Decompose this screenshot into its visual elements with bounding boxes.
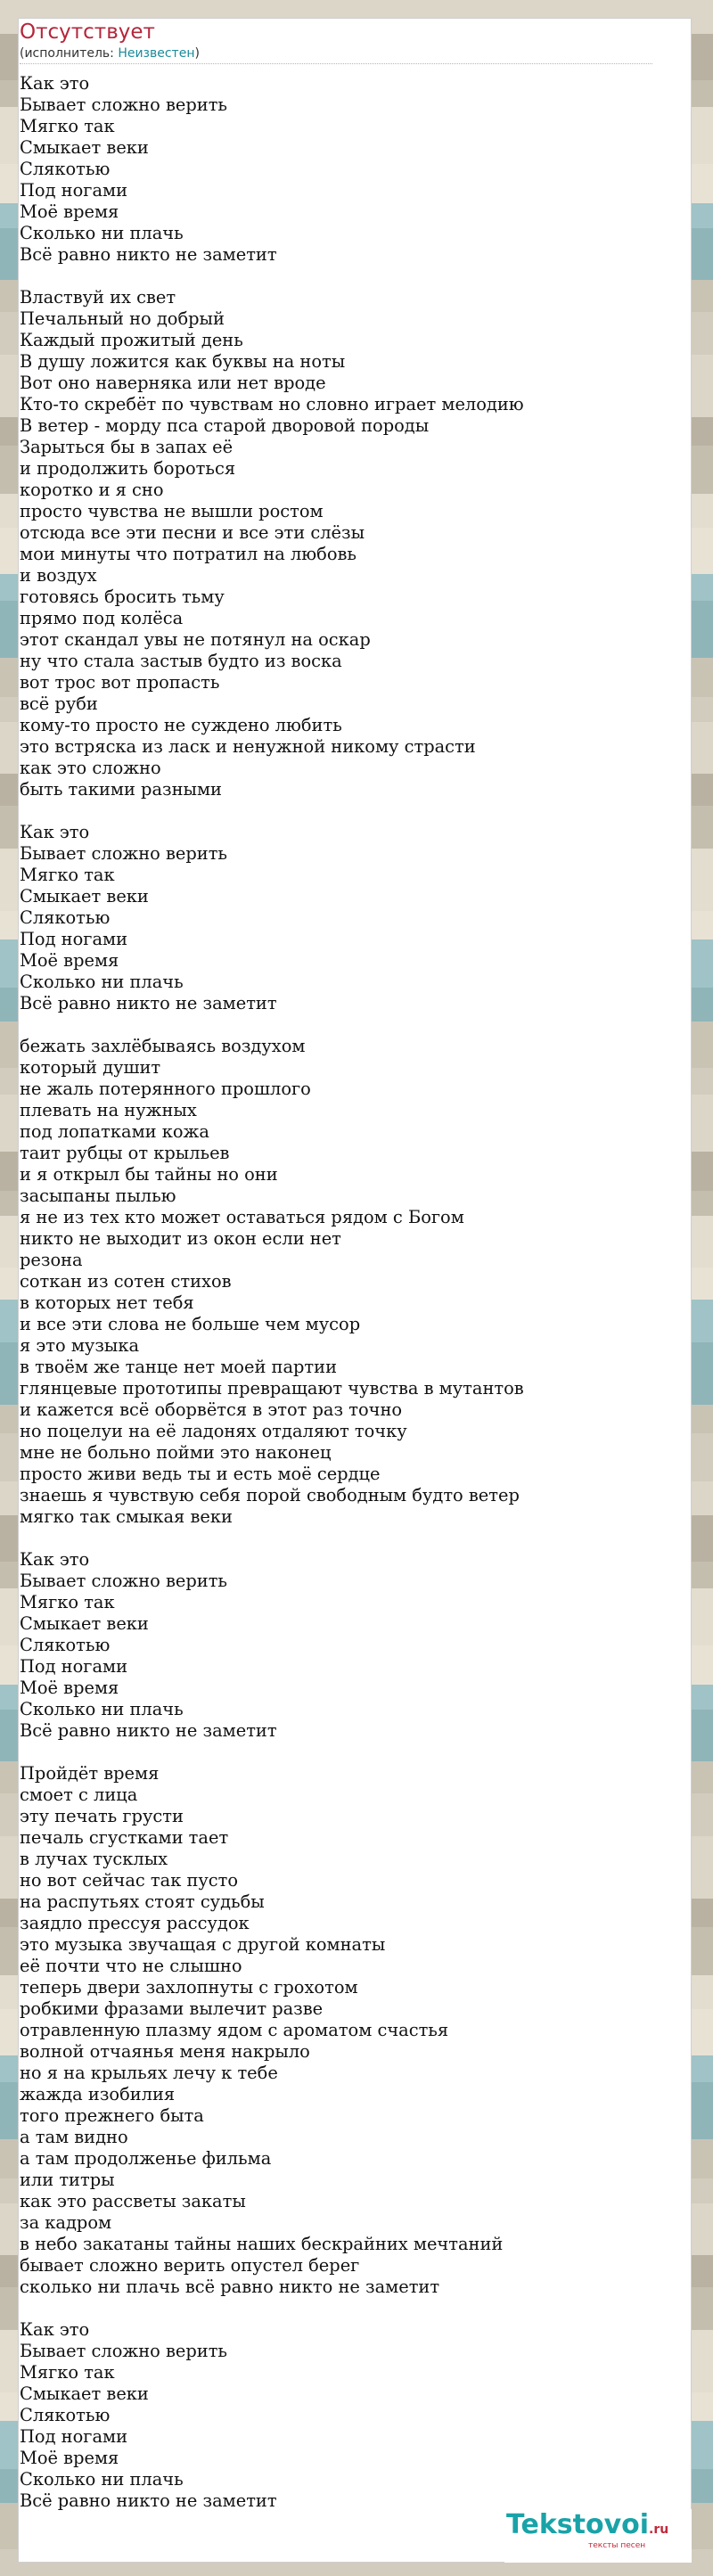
stanza-break xyxy=(20,1014,652,1036)
lyric-line: под лопатками кожа xyxy=(20,1121,209,1142)
lyric-line: я это музыка xyxy=(20,1335,140,1356)
lyric-line: кому-то просто не суждено любить xyxy=(20,715,342,735)
logo-tld: .ru xyxy=(649,2523,669,2537)
lyric-line: всё руби xyxy=(20,693,98,714)
lyric-line: Слякотью xyxy=(20,2405,111,2425)
lyric-line: просто живи ведь ты и есть моё сердце xyxy=(20,1464,381,1484)
lyric-line: быть такими разными xyxy=(20,779,222,800)
lyric-line: Моё время xyxy=(20,201,119,222)
lyric-line: как это сложно xyxy=(20,758,161,778)
lyric-line: Смыкает веки xyxy=(20,1613,149,1634)
lyric-line: Вот оно наверняка или нет вроде xyxy=(20,373,326,393)
lyric-line: Бывает сложно верить xyxy=(20,843,227,864)
stanza-break xyxy=(20,800,652,822)
lyric-line: и продолжить бороться xyxy=(20,458,236,479)
lyric-line: Кто-то скребёт по чувствам но словно играет мелодию xyxy=(20,394,524,414)
lyric-line: вот трос вот пропасть xyxy=(20,672,220,693)
stanza-break xyxy=(20,2298,652,2319)
lyric-line: мои минуты что потратил на любовь xyxy=(20,544,356,564)
lyric-line: или титры xyxy=(20,2170,115,2190)
lyric-line: мягко так смыкая веки xyxy=(20,1506,233,1527)
lyric-line: знаешь я чувствую себя порой свободным будто ветер xyxy=(20,1485,520,1505)
song-title: Отсутствует xyxy=(20,21,155,44)
lyric-line: не жаль потерянного прошлого xyxy=(20,1079,311,1099)
lyric-line: Каждый прожитый день xyxy=(20,330,243,350)
lyric-line: Сколько ни плачь xyxy=(20,972,184,992)
stanza-break xyxy=(20,266,652,287)
lyric-line: того прежнего быта xyxy=(20,2105,204,2126)
lyric-line: прямо под колёса xyxy=(20,608,184,628)
lyric-line: Смыкает веки xyxy=(20,886,149,907)
lyric-line: а там продолженье фильма xyxy=(20,2148,272,2169)
lyric-line: сколько ни плачь всё равно никто не заметит xyxy=(20,2277,440,2297)
lyric-line: мне не больно пойми это наконец xyxy=(20,1442,332,1463)
lyric-line: засыпаны пылью xyxy=(20,1185,176,1206)
lyric-line: и я открыл бы тайны но они xyxy=(20,1164,278,1185)
lyric-line: Как это xyxy=(20,2319,90,2340)
lyric-line: за кадром xyxy=(20,2212,112,2233)
lyric-line: Всё равно никто не заметит xyxy=(20,1720,277,1741)
lyric-line: и кажется всё оборвётся в этот раз точно xyxy=(20,1399,403,1420)
song-header xyxy=(20,20,652,64)
lyric-line: коротко и я сно xyxy=(20,480,164,500)
lyric-line: робкими фразами вылечит разве xyxy=(20,1998,324,2019)
lyric-line: заядло прессуя рассудок xyxy=(20,1913,250,1933)
lyric-line: но поцелуи на её ладонях отдаляют точку xyxy=(20,1421,407,1441)
lyric-line: на распутьях стоят судьбы xyxy=(20,1891,265,1912)
lyric-line: я не из тех кто может оставаться рядом с Богом xyxy=(20,1207,464,1227)
lyric-line: отсюда все эти песни и все эти слёзы xyxy=(20,522,365,543)
site-logo[interactable] xyxy=(504,2509,692,2563)
lyric-line: никто не выходит из окон если нет xyxy=(20,1228,341,1249)
lyric-line: Всё равно никто не заметит xyxy=(20,2490,277,2511)
stanza-break xyxy=(20,1742,652,1763)
lyric-line: Сколько ни плачь xyxy=(20,223,184,243)
lyric-line: просто чувства не вышли ростом xyxy=(20,501,324,521)
lyric-line: Всё равно никто не заметит xyxy=(20,244,277,265)
lyric-line: глянцевые прототипы превращают чувства в мутантов xyxy=(20,1378,524,1399)
lyric-line: Пройдёт время xyxy=(20,1763,160,1784)
logo-tagline: тексты песен xyxy=(588,2541,646,2550)
lyric-line: Под ногами xyxy=(20,180,128,201)
lyric-line: Всё равно никто не заметит xyxy=(20,993,277,1013)
lyric-line: смоет с лица xyxy=(20,1784,138,1805)
lyric-line: Под ногами xyxy=(20,1656,128,1677)
lyric-line: Как это xyxy=(20,822,90,842)
lyric-line: готовясь бросить тьму xyxy=(20,587,225,607)
lyric-line: Слякотью xyxy=(20,907,111,928)
lyric-line: печаль сгустками тает xyxy=(20,1827,229,1848)
lyric-line: Зарыться бы в запах её xyxy=(20,437,234,457)
lyric-line: Под ногами xyxy=(20,929,128,949)
lyric-line: Мягко так xyxy=(20,1592,115,1612)
lyric-line: этот скандал увы не потянул на оскар xyxy=(20,629,371,650)
lyric-line: в которых нет тебя xyxy=(20,1292,194,1313)
credit-suffix: ) xyxy=(194,46,200,61)
lyric-line: бывает сложно верить опустел берег xyxy=(20,2255,360,2276)
lyric-line: бежать захлёбываясь воздухом xyxy=(20,1036,306,1056)
lyric-line: Сколько ни плачь xyxy=(20,2469,184,2490)
lyric-line: Мягко так xyxy=(20,2362,115,2383)
lyric-line: Смыкает веки xyxy=(20,2383,149,2404)
lyric-line: Бывает сложно верить xyxy=(20,1571,227,1591)
lyric-line: В ветер - морду пса старой дворовой породы xyxy=(20,415,430,436)
lyric-line: Моё время xyxy=(20,1678,119,1698)
lyric-line: как это рассветы закаты xyxy=(20,2191,246,2211)
lyric-line: Моё время xyxy=(20,2448,119,2468)
lyric-line: ну что стала застыв будто из воска xyxy=(20,651,342,671)
stanza-break xyxy=(20,1528,652,1549)
artist-link[interactable]: Неизвестен xyxy=(118,46,195,61)
lyric-line: таит рубцы от крыльев xyxy=(20,1143,230,1163)
lyric-line: Мягко так xyxy=(20,865,115,885)
lyric-line: Как это xyxy=(20,1549,90,1570)
lyric-line: Сколько ни плачь xyxy=(20,1699,184,1719)
lyric-line: и все эти слова не больше чем мусор xyxy=(20,1314,361,1334)
lyric-line: соткан из сотен стихов xyxy=(20,1271,232,1292)
lyric-line: теперь двери захлопнуты с грохотом xyxy=(20,1977,358,1998)
lyric-line: в твоём же танце нет моей партии xyxy=(20,1357,337,1377)
song-credit xyxy=(20,45,652,64)
lyric-line: Печальный но добрый xyxy=(20,308,225,329)
lyric-line: её почти что не слышно xyxy=(20,1956,242,1976)
lyric-line: а там видно xyxy=(20,2127,128,2147)
lyric-line: Моё время xyxy=(20,950,119,971)
lyric-line: Смыкает веки xyxy=(20,137,149,158)
lyric-line: Мягко так xyxy=(20,116,115,136)
lyric-line: Как это xyxy=(20,73,90,94)
lyric-line: жажда изобилия xyxy=(20,2084,176,2104)
lyric-line: волной отчаянья меня накрыло xyxy=(20,2041,310,2062)
credit-prefix: (исполнитель: xyxy=(20,46,119,61)
lyric-line: эту печать грусти xyxy=(20,1806,184,1826)
lyric-line: Властвуй их свет xyxy=(20,287,176,308)
lyric-line: в небо закатаны тайны наших бескрайних мечтаний xyxy=(20,2234,504,2254)
lyric-line: и воздух xyxy=(20,565,97,586)
lyric-line: Бывает сложно верить xyxy=(20,94,227,115)
lyric-line: который душит xyxy=(20,1057,161,1078)
lyric-line: Слякотью xyxy=(20,1635,111,1655)
lyric-line: В душу ложится как буквы на ноты xyxy=(20,351,346,372)
lyric-line: но я на крыльях лечу к тебе xyxy=(20,2063,278,2083)
lyric-line: в лучах тусклых xyxy=(20,1849,168,1869)
lyric-line: это встряска из ласк и ненужной никому страсти xyxy=(20,736,476,757)
lyric-line: Под ногами xyxy=(20,2426,128,2447)
logo-name: Tekstovoi xyxy=(506,2509,650,2540)
lyric-line: резона xyxy=(20,1250,83,1270)
lyric-line: но вот сейчас так пусто xyxy=(20,1870,239,1891)
lyric-line: плевать на нужных xyxy=(20,1100,197,1120)
lyric-line: Слякотью xyxy=(20,159,111,179)
lyric-line: это музыка звучащая с другой комнаты xyxy=(20,1934,386,1955)
lyrics-text xyxy=(20,73,652,2512)
logo-wordmark xyxy=(506,2509,668,2546)
lyric-line: отравленную плазму ядом с ароматом счастья xyxy=(20,2020,449,2040)
lyric-line: Бывает сложно верить xyxy=(20,2341,227,2361)
